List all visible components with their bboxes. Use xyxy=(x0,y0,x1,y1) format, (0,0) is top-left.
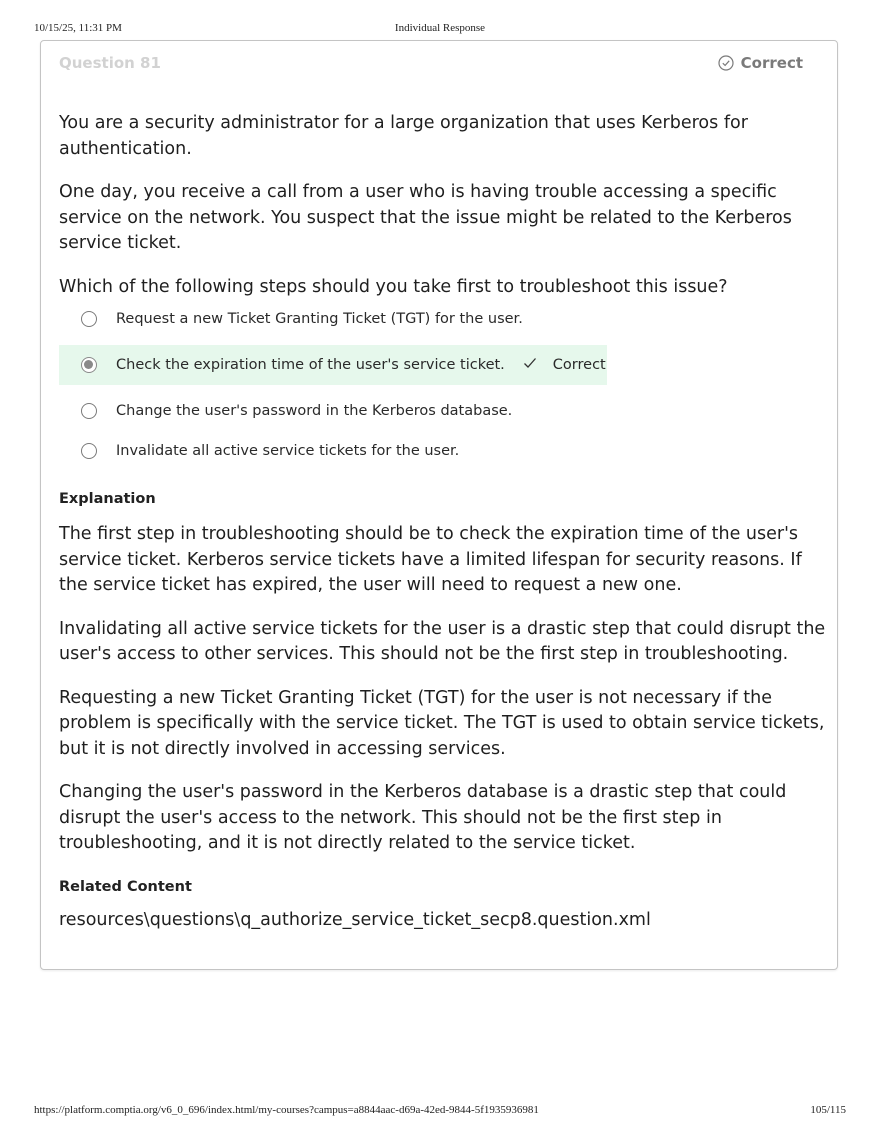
explanation-heading: Explanation xyxy=(59,491,156,507)
explanation-paragraph: Changing the user's password in the Kerberos database is a drastic step that could disrupt the user's access to the network. This should not be the first step in troubleshooting, and it is not directly related to the service ticket. xyxy=(59,782,787,853)
answer-option[interactable] xyxy=(59,391,819,431)
related-content-heading: Related Content xyxy=(59,879,192,895)
answer-options xyxy=(59,299,819,477)
question-number: Question 81 xyxy=(59,54,161,72)
status-label: Correct xyxy=(740,54,803,72)
stem-paragraph: Which of the following steps should you take first to troubleshoot this issue? xyxy=(59,276,728,297)
print-header xyxy=(0,22,880,36)
explanation-paragraph: Invalidating all active service tickets for the user is a drastic step that could disrupt the user's access to other services. This should not be the first step in troubleshooting. xyxy=(59,618,826,664)
question-stem xyxy=(59,111,829,318)
checkmark-icon xyxy=(523,357,537,373)
print-footer xyxy=(0,1104,880,1118)
check-circle-icon xyxy=(718,55,734,71)
radio-button[interactable] xyxy=(81,443,97,459)
print-title: Individual Response xyxy=(394,22,486,34)
answer-option[interactable] xyxy=(59,299,819,339)
option-label: Change the user's password in the Kerberos database. xyxy=(116,403,513,419)
stem-paragraph: You are a security administrator for a large organization that uses Kerberos for authentication. xyxy=(59,113,748,159)
print-datetime: 10/15/25, 11:31 PM xyxy=(34,22,122,34)
explanation-paragraph: The first step in troubleshooting should be to check the expiration time of the user's service ticket. Kerberos service tickets have a limited lifespan for security reasons. If the service ticket has expired, the user will need to request a new one. xyxy=(59,524,802,595)
answer-option[interactable] xyxy=(59,431,819,471)
explanation-paragraph: Requesting a new Ticket Granting Ticket (TGT) for the user is not necessary if the problem is specifically with the service ticket. The TGT is used to obtain service tickets, but it is not directly involved in accessing services. xyxy=(59,687,825,759)
option-label: Invalidate all active service tickets for the user. xyxy=(116,443,460,459)
radio-button-selected[interactable] xyxy=(81,357,97,373)
answer-option-selected[interactable] xyxy=(59,345,607,385)
radio-button[interactable] xyxy=(81,403,97,419)
status-badge xyxy=(718,54,803,72)
feedback-label: Correct xyxy=(552,357,606,373)
option-label: Check the expiration time of the user's service ticket. xyxy=(116,357,505,373)
stem-paragraph: One day, you receive a call from a user who is having trouble accessing a specific service on the network. You suspect that the issue might be related to the Kerberos service ticket. xyxy=(59,182,792,253)
related-content-path: resources\questions\q_authorize_service_ticket_secp8.question.xml xyxy=(59,910,651,930)
print-page-number: 105/115 xyxy=(810,1104,846,1116)
radio-button[interactable] xyxy=(81,311,97,327)
explanation-body xyxy=(59,522,829,875)
print-url: https://platform.comptia.org/v6_0_696/index.html/my-courses?campus=a8844aac-d69a-42ed-9844-5f1935936981 xyxy=(34,1104,539,1116)
option-label: Request a new Ticket Granting Ticket (TGT) for the user. xyxy=(116,311,523,327)
answer-feedback xyxy=(523,357,606,373)
question-card xyxy=(40,40,838,970)
